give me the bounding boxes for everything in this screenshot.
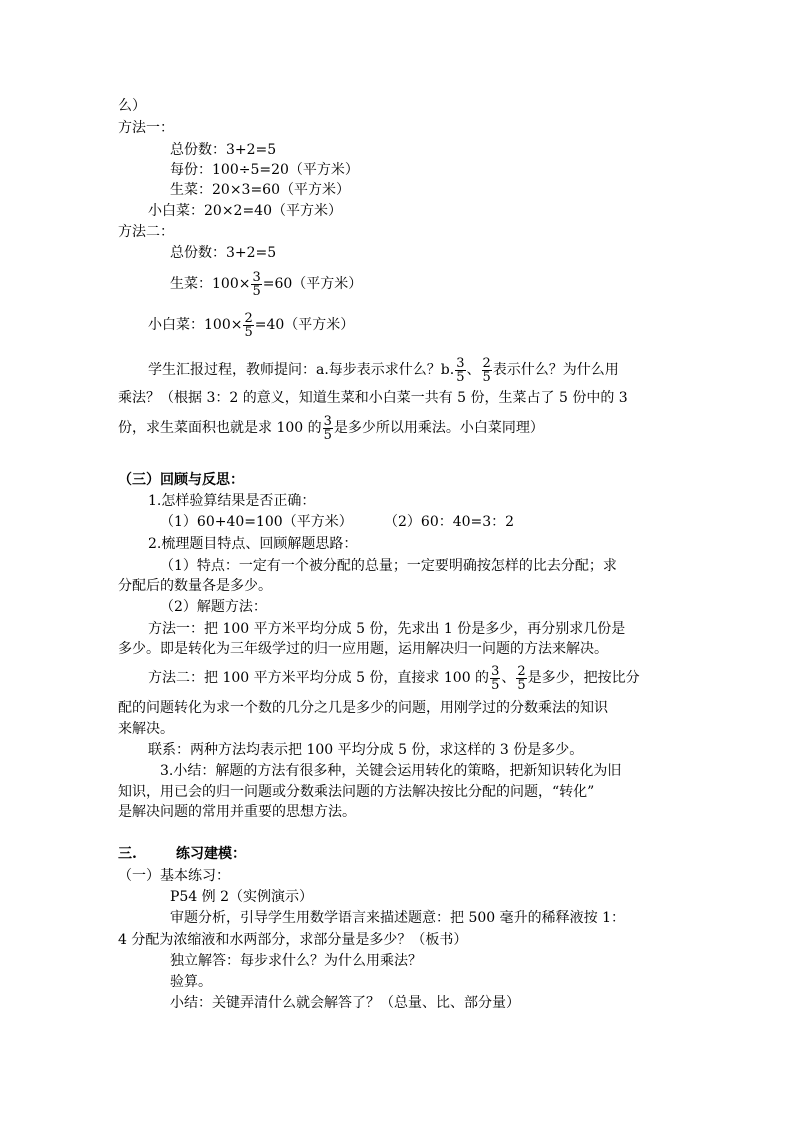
text-line: 来解决。: [118, 721, 174, 737]
text-line: 每份：100÷5=20（平方米）: [170, 162, 359, 178]
fraction-line: 生菜：100× $\frac{3}{5}$ =60（平方米）: [170, 269, 363, 299]
text-line: P54 例 2（实例演示）: [170, 889, 314, 905]
text-line: 2.梳理题目特点、回顾解题思路：: [148, 536, 358, 552]
text-line: （2）解题方法：: [160, 599, 267, 615]
fraction: $\frac{3}{5}$: [456, 355, 465, 385]
text-line: （2）60：40=3：2: [384, 514, 515, 530]
text-line: 分配后的数量各是多少。: [118, 578, 272, 594]
fraction-line: 方法二：把 100 平方米平均分成 5 份，直接求 100 的 $\frac{3}{5}$ 、 $\frac{2}{5}$ 是多少，把按比分: [148, 663, 640, 693]
text-line: 验算。: [170, 974, 212, 990]
text-line: 审题分析，引导学生用数学语言来描述题意：把 500 毫升的稀释液按 1：: [170, 910, 625, 926]
text-line: 乘法？（根据 3：2 的意义，知道生菜和小白菜一共有 5 份，生菜占了 5 份中的 3: [118, 390, 628, 406]
text-line: 联系：两种方法均表示把 100 平均分成 5 份，求这样的 3 份是多少。: [148, 742, 584, 758]
text-line: 1.怎样验算结果是否正确：: [148, 493, 316, 509]
text-line: 生菜：20×3=60（平方米）: [170, 182, 350, 198]
fraction: $\frac{2}{5}$: [517, 663, 526, 693]
fraction: $\frac{2}{5}$: [244, 310, 253, 340]
text-line: 多少。即是转化为三年级学过的归一应用题，运用解决归一问题的方法来解决。: [118, 641, 608, 657]
section-heading: 练习建模：: [176, 846, 246, 862]
fraction: $\frac{3}{5}$: [252, 269, 261, 299]
text-line: 么）: [118, 98, 146, 114]
text-line: 知识，用已会的归一问题或分数乘法问题的方法解决按比分配的问题，“转化”: [118, 784, 595, 800]
fraction: $\frac{3}{5}$: [491, 663, 500, 693]
text-line: 小结：关键弄清什么就会解答了？（总量、比、部分量）: [170, 995, 520, 1011]
text-line: （1）60+40=100（平方米）: [160, 514, 353, 530]
text-line: 3.小结：解题的方法有很多种，关键会运用转化的策略，把新知识转化为旧: [160, 763, 622, 779]
text-line: 配的问题转化为求一个数的几分之几是多少的问题，用刚学过的分数乘法的知识: [118, 700, 608, 716]
method-one-heading: 方法一：: [118, 120, 174, 136]
text-line: 小白菜：20×2=40（平方米）: [148, 203, 342, 219]
method-two-heading: 方法二：: [118, 224, 174, 240]
text-line: 方法一：把 100 平方米平均分成 5 份，先求出 1 份是多少，再分别求几份是: [148, 621, 626, 637]
fraction: $\frac{3}{5}$: [323, 413, 332, 443]
text-line: 是解决问题的常用并重要的思想方法。: [118, 804, 356, 820]
fraction-line: 份，求生菜面积也就是求 100 的 $\frac{3}{5}$ 是多少所以用乘法。小白菜同理）: [118, 413, 544, 443]
text-line: 独立解答：每步求什么？为什么用乘法？: [170, 953, 422, 969]
fraction-line: 小白菜：100× $\frac{2}{5}$ =40（平方米）: [148, 310, 355, 340]
text-line: 4 分配为浓缩液和水两部分，求部分量是多少？（板书）: [118, 932, 468, 948]
text-line: （1）特点：一定有一个被分配的总量；一定要明确按怎样的比去分配；求: [160, 558, 617, 574]
section-number: 三.: [118, 846, 137, 862]
fraction: $\frac{2}{5}$: [482, 355, 491, 385]
text-line: （一）基本练习：: [118, 868, 230, 884]
fraction-line: 学生汇报过程，教师提问：a.每步表示求什么？b. $\frac{3}{5}$ 、 $\frac{2}{5}$ 表示什么？为什么用: [148, 355, 619, 385]
section-heading: （三）回顾与反思：: [118, 472, 244, 488]
text-line: 总份数：3+2=5: [170, 142, 277, 158]
text-line: 总份数：3+2=5: [170, 245, 277, 261]
